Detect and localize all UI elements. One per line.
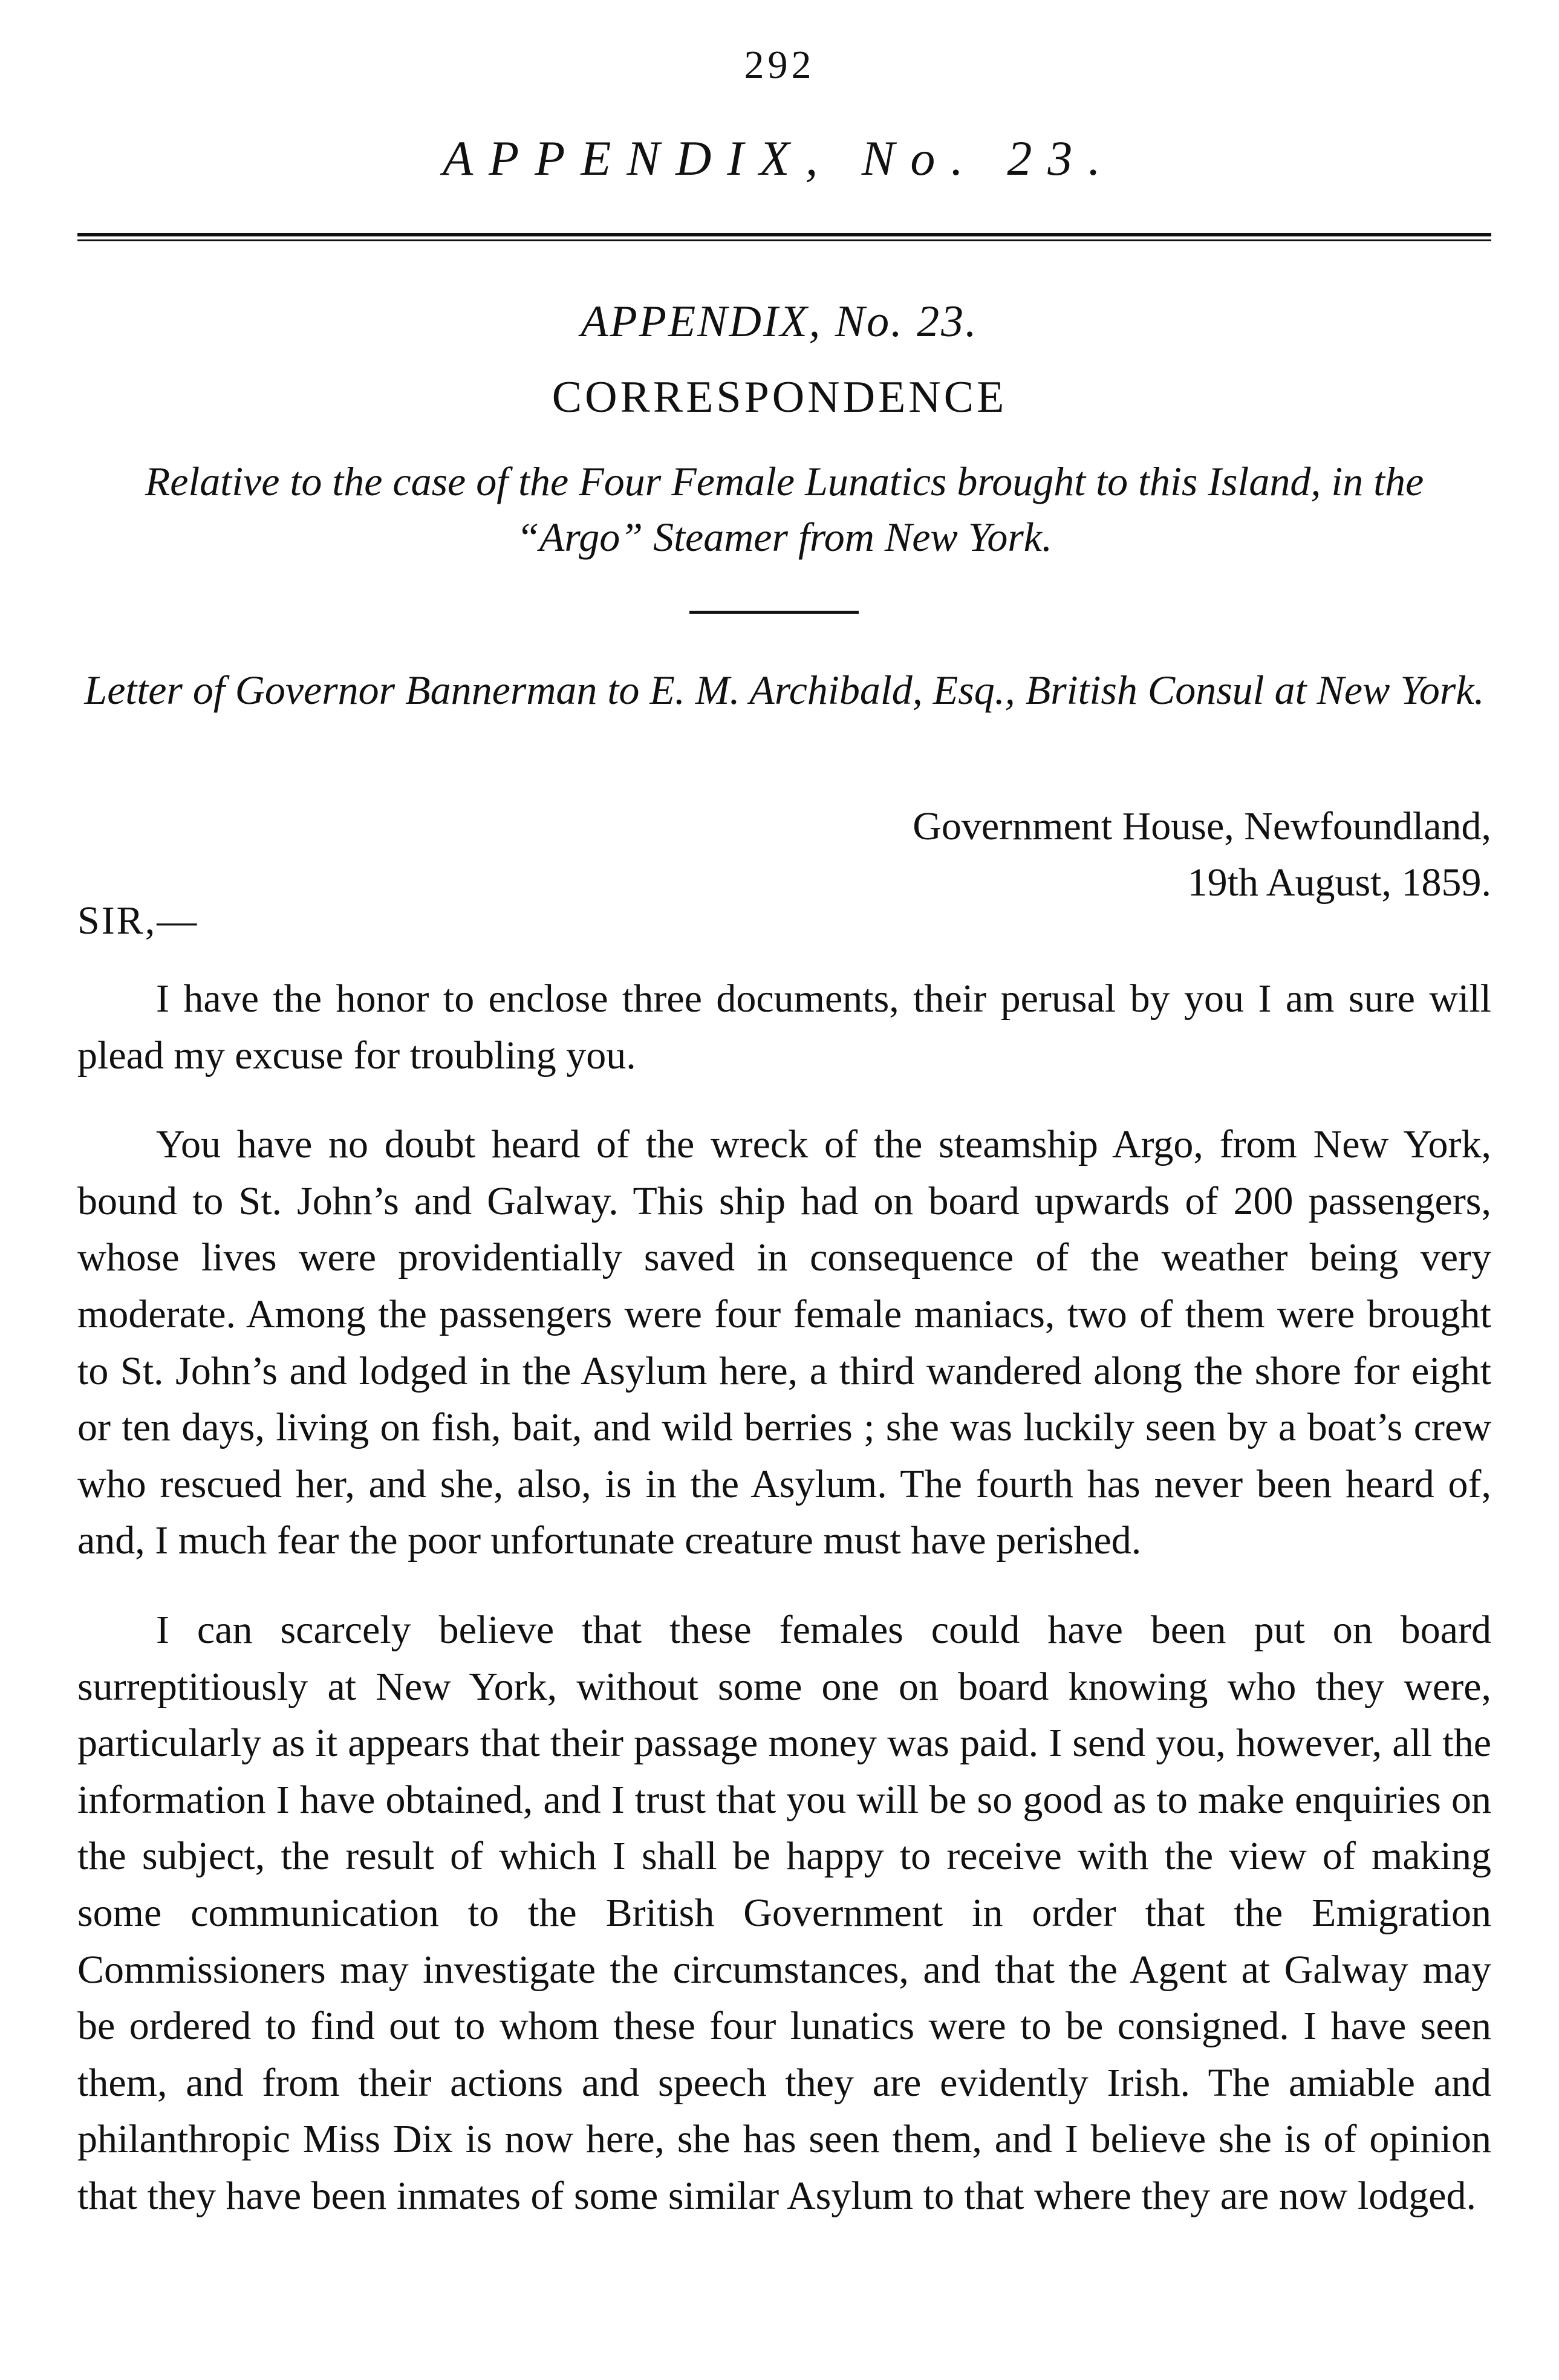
salutation: SIR,— [77, 899, 199, 943]
running-head: APPENDIX, No. 23. [443, 131, 1116, 186]
section-divider [689, 611, 859, 614]
address-line-date: 19th August, 1859. [1187, 860, 1491, 905]
paragraph: I have the honor to enclose three documents, their perusal by you I am sure will plead my excuse for troubling you. [77, 977, 1491, 1078]
appendix-heading: APPENDIX, No. 23. [581, 297, 978, 346]
address-line-place: Government House, Newfoundland, [913, 804, 1491, 848]
section-title: CORRESPONDENCE [552, 372, 1007, 422]
paragraph: I can scarcely believe that these females could have been put on board surreptitiously at New York, without some one on board knowing who they were, particularly as it appears that their passage money was paid. I send you, however, all the information I have obtained, and I trust that you will be so good as to make enquiries on the subject, the result of which I shall be happy to receive with the view of making some communication to the British Government in order that the Emigration Commissioners may investigate the circumstances, and that the Agent at Galway may be ordered to find out to whom these four lunatics were to be consigned. I have seen them, and from their actions and speech they are evidently Irish. The amiable and philanthropic Miss Dix is now here, she has seen them, and I believe she is of opinion that they have been inmates of some similar Asylum to that where they are now lodged. [77, 1607, 1491, 2218]
page-number: 292 [744, 43, 815, 87]
letter-address [841, 798, 1491, 911]
paragraph: You have no doubt heard of the wreck of the steamship Argo, from New York, bound to St. John’s and Galway. This ship had on board upwards of 200 passengers, whose lives were providentially saved in consequence of the weather being very moderate. Among the passengers were four female maniacs, two of them were brought to St. John’s and lodged in the Asylum here, a third wandered along the shore for eight or ten days, living on fish, bait, and wild berries ; she was luckily seen by a boat’s crew who rescued her, and she, also, is in the Asylum. The fourth has never been heard of, and, I much fear the poor unfortunate creature must have perished. [77, 1122, 1491, 1563]
letter-heading: Letter of Governor Bannerman to E. M. Archibald, Esq., British Consul at New York. [84, 667, 1485, 713]
section-subtitle: Relative to the case of the Four Female Lunatics brought to this Island, in the “Argo” Steamer from New York. [145, 458, 1424, 560]
header-double-rule [77, 233, 1491, 241]
letter-body [77, 971, 1491, 2257]
